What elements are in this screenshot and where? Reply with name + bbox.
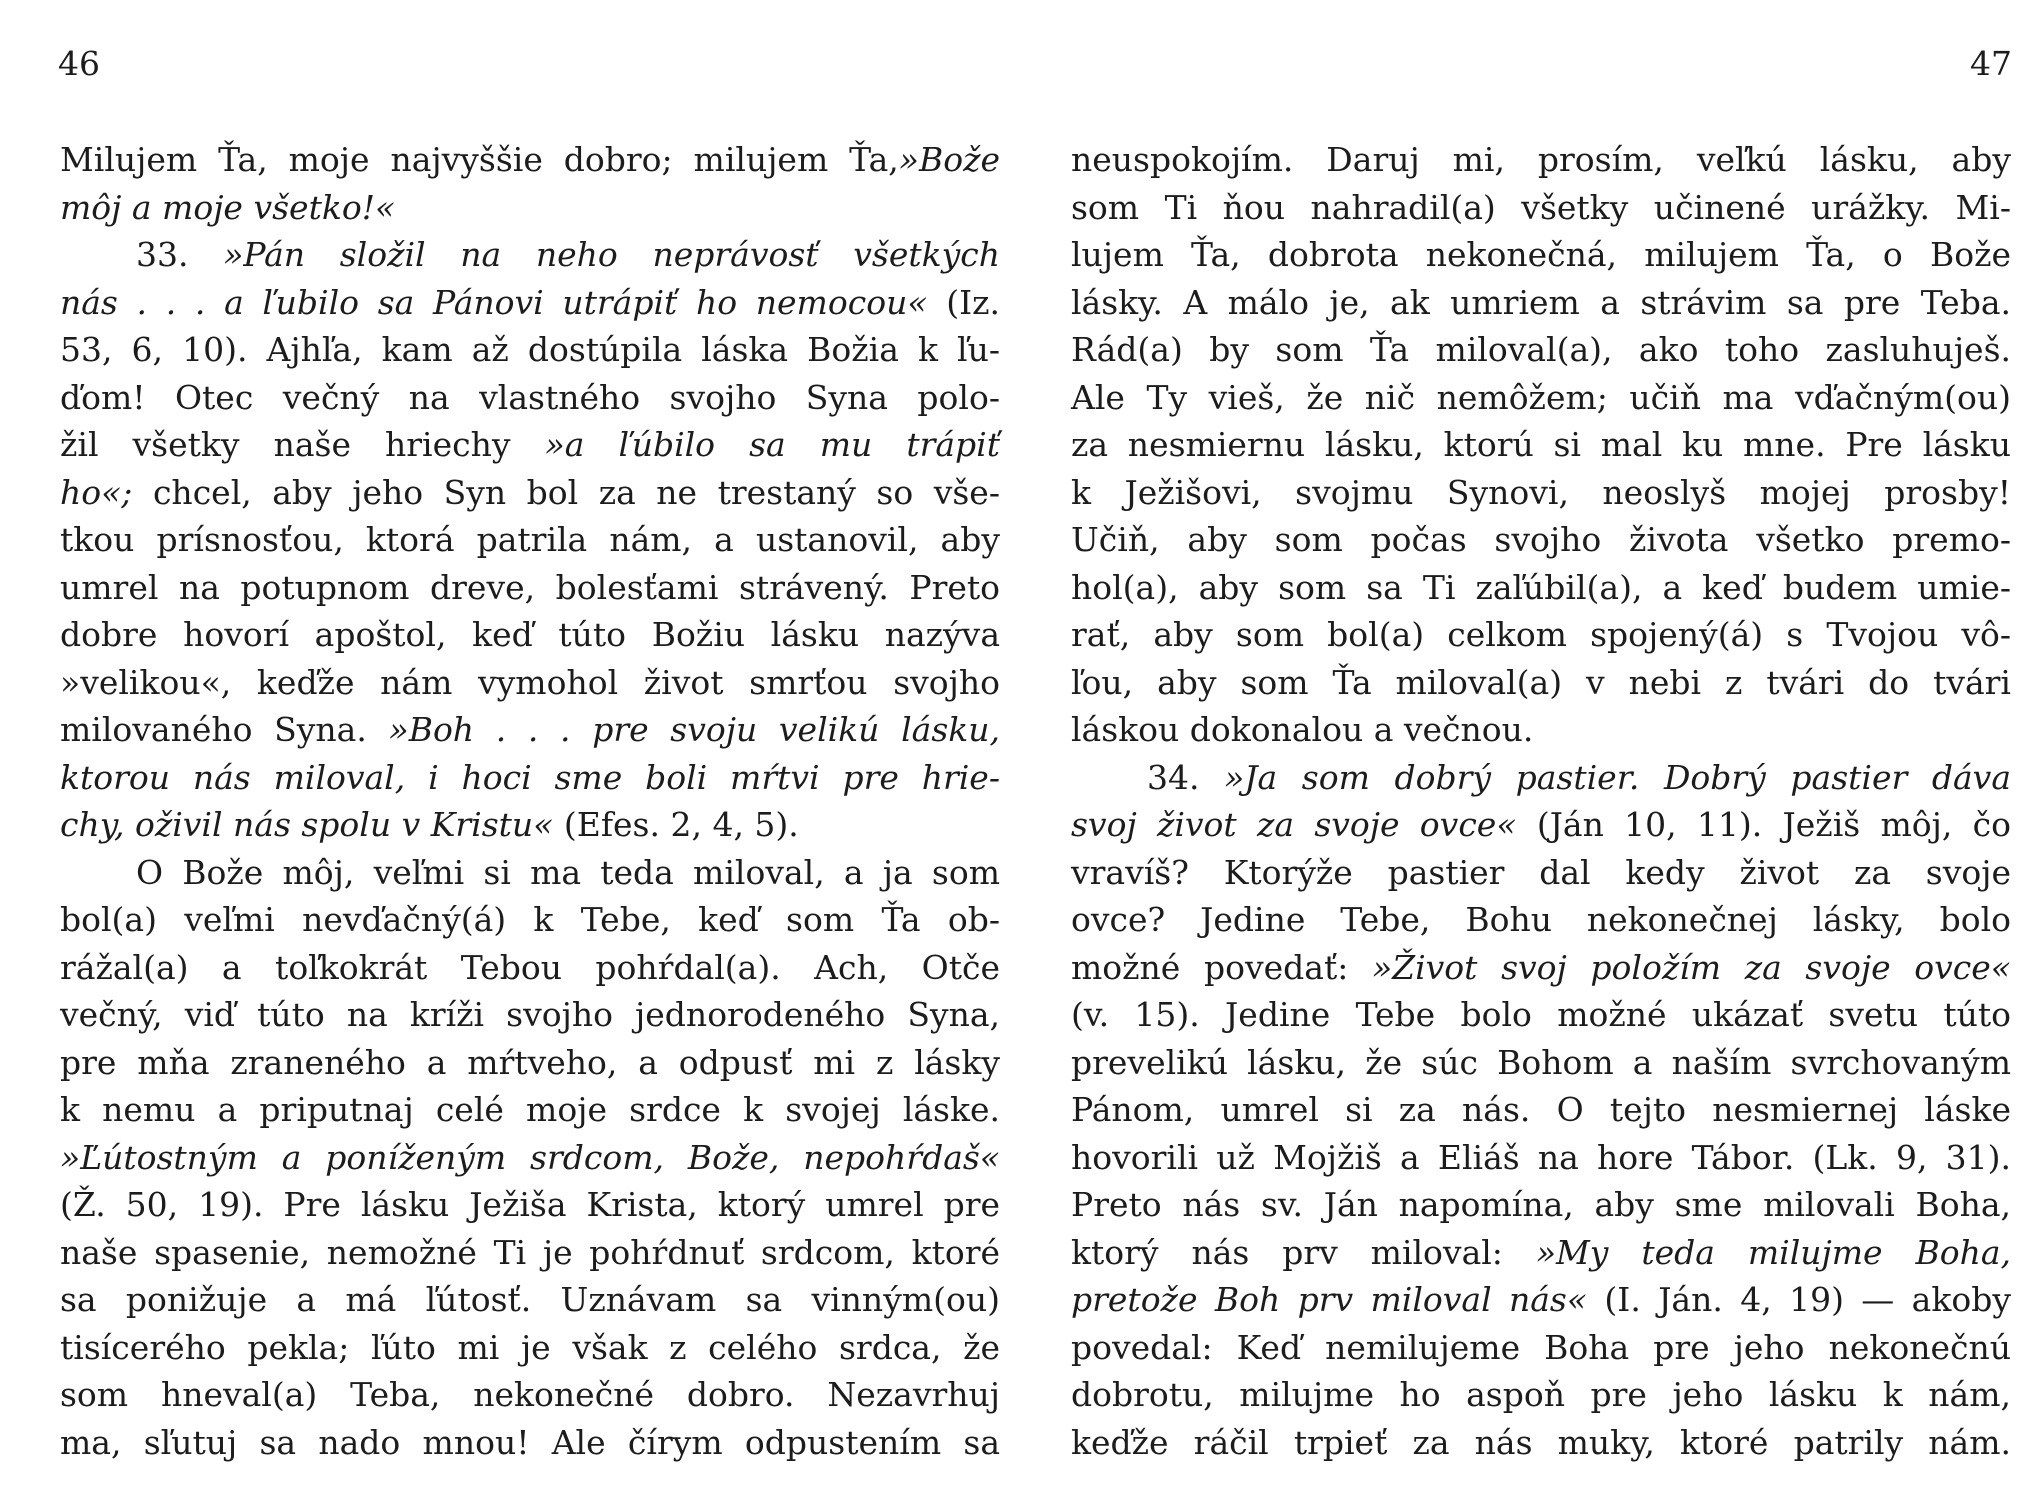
italic-quote-segment: »a ľúbilo sa mu trápiť: [544, 425, 1000, 464]
italic-quote-segment: ktorou nás miloval, i hoci sme boli mŕtvi pre hrie-: [60, 757, 1000, 797]
text-segment: (Ž. 50, 19). Pre lásku Ježiša Krista, ktorý umrel pre: [60, 1185, 1000, 1224]
text-line: [1071, 516, 2011, 564]
text-line: [60, 184, 1000, 232]
text-line: [60, 374, 1000, 422]
text-line: [1071, 469, 2011, 517]
italic-quote-segment: »My teda milujme Boha,: [1535, 1232, 2011, 1272]
italic-quote-segment: môj a moje všetko!«: [60, 187, 396, 227]
text-line: [60, 1276, 1000, 1324]
text-segment: sa ponižuje a má ľútosť. Uznávam sa vinným(ou): [60, 1280, 1000, 1319]
text-line: [1071, 1229, 2011, 1277]
italic-quote-segment: »Ja som dobrý pastier. Dobrý pastier dáva: [1224, 757, 2011, 797]
text-segment: umrel na potupnom dreve, bolesťami strávený. Preto: [60, 567, 1000, 607]
right-page: [1019, 0, 2038, 1500]
text-line: [1071, 564, 2011, 612]
text-segment: za nesmiernu lásku, ktorú si mal ku mne. Pre lásku: [1071, 425, 2011, 464]
text-segment: Pánom, umrel si za nás. O tejto nesmiernej láske: [1071, 1090, 2011, 1129]
text-segment: milovaného Syna.: [60, 710, 389, 749]
italic-quote-segment: nás . . . a ľubilo sa Pánovi utrápiť ho nemocou«: [60, 282, 928, 322]
italic-quote-segment: ho«;: [60, 472, 133, 512]
text-line: [60, 1039, 1000, 1087]
text-segment: (Iz.: [927, 282, 1000, 322]
italic-quote-segment: »Boh . . . pre svoju velikú lásku,: [388, 710, 1000, 749]
text-segment: hovorili už Mojžiš a Eliáš na hore Tábor. (Lk. 9, 31).: [1071, 1137, 2011, 1177]
text-line: [1071, 1181, 2011, 1229]
text-segment: lujem Ťa, dobrota nekonečná, milujem Ťa, o Bože: [1071, 235, 2011, 274]
text-line: [60, 706, 1000, 754]
text-line: [60, 516, 1000, 564]
text-line: [60, 136, 1000, 184]
text-line: [1071, 1276, 2011, 1324]
text-line: [60, 849, 1000, 897]
text-segment: chcel, aby jeho Syn bol za ne trestaný so vše-: [132, 472, 1000, 512]
text-segment: 33.: [136, 235, 224, 274]
text-line: [1071, 754, 2011, 802]
text-line: [60, 896, 1000, 944]
text-segment: som Ti ňou nahradil(a) všetky učinené urážky. Mi-: [1071, 187, 2011, 227]
text-segment: povedal: Keď nemilujeme Boha pre jeho nekonečnú: [1071, 1327, 2011, 1367]
text-line: [1071, 1039, 2011, 1087]
text-line: [1071, 849, 2011, 897]
text-line: [1071, 326, 2011, 374]
text-column: [60, 136, 1000, 1466]
text-segment: láskou dokonalou a večnou.: [1071, 710, 1534, 749]
text-line: [60, 279, 1000, 327]
text-line: [60, 1324, 1000, 1372]
text-segment: som hneval(a) Teba, nekonečné dobro. Nezavrhuj: [60, 1375, 1000, 1414]
text-segment: Rád(a) by som Ťa miloval(a), ako toho zasluhuješ.: [1071, 330, 2011, 369]
text-segment: hol(a), aby som sa Ti zaľúbil(a), a keď budem umie-: [1071, 567, 2011, 607]
text-line: [1071, 1419, 2011, 1467]
text-segment: keďže ráčil trpieť za nás muky, ktoré patrily nám.: [1071, 1422, 2011, 1462]
text-segment: (Ján 10, 11). Ježiš môj, čo: [1516, 805, 2011, 844]
text-line: [1071, 1134, 2011, 1182]
text-segment: neuspokojím. Daruj mi, prosím, veľkú lásku, aby: [1071, 140, 2011, 179]
text-line: [1071, 659, 2011, 707]
text-line: [60, 1419, 1000, 1467]
text-segment: ma, sľutuj sa nado mnou! Ale čírym odpustením sa: [60, 1422, 1000, 1462]
italic-quote-segment: svoj život za svoje ovce«: [1071, 805, 1517, 844]
text-segment: ovce? Jedine Tebe, Bohu nekonečnej lásky, bolo: [1071, 900, 2011, 939]
text-line: [1071, 231, 2011, 279]
text-segment: dobrotu, milujme ho aspoň pre jeho lásku k nám,: [1071, 1375, 2011, 1414]
text-segment: dobre hovorí apoštol, keď túto Božiu lásku nazýva: [60, 615, 1000, 654]
text-segment: 53, 6, 10). Ajhľa, kam až dostúpila láska Božia k ľu-: [60, 330, 1000, 369]
text-segment: rať, aby som bol(a) celkom spojený(á) s Tvojou vô-: [1071, 615, 2011, 654]
text-line: [60, 231, 1000, 279]
text-segment: (I. Ján. 4, 19) — akoby: [1587, 1280, 2011, 1319]
italic-quote-segment: »Pán složil na neho neprávosť všetkých: [223, 235, 1000, 274]
text-segment: k nemu a priputnaj celé moje srdce k svojej láske.: [60, 1090, 1000, 1129]
text-line: [1071, 1086, 2011, 1134]
italic-quote-segment: chy, oživil nás spolu v Kristu«: [60, 805, 554, 844]
text-segment: žil všetky naše hriechy: [60, 425, 545, 464]
text-segment: ktorý nás prv miloval:: [1071, 1232, 1536, 1272]
text-segment: pre mňa zraneného a mŕtveho, a odpusť mi z lásky: [60, 1042, 1000, 1082]
text-line: [1071, 136, 2011, 184]
italic-quote-segment: »Ľútostným a poníženým srdcom, Bože, nepohŕdaš«: [60, 1137, 1000, 1177]
text-line: [1071, 421, 2011, 469]
text-segment: lásky. A málo je, ak umriem a strávim sa pre Teba.: [1071, 282, 2011, 322]
text-line: [1071, 801, 2011, 849]
text-line: [1071, 991, 2011, 1039]
text-segment: ďom! Otec večný na vlastného svojho Syna polo-: [60, 377, 1000, 417]
text-segment: tkou prísnosťou, ktorá patrila nám, a ustanovil, aby: [60, 520, 1000, 559]
text-line: [60, 1371, 1000, 1419]
text-segment: tisícerého pekla; ľúto mi je však z celého srdca, že: [60, 1327, 1000, 1367]
text-line: [60, 754, 1000, 802]
text-line: [60, 421, 1000, 469]
text-line: [1071, 1324, 2011, 1372]
page-number: 46: [58, 44, 100, 83]
text-line: [1071, 944, 2011, 992]
text-segment: O Bože môj, veľmi si ma teda miloval, a ja som: [136, 852, 1000, 892]
text-line: [60, 326, 1000, 374]
text-line: [60, 991, 1000, 1039]
text-line: [1071, 896, 2011, 944]
text-segment: Ale Ty vieš, že nič nemôžem; učiň ma vďačným(ou): [1071, 377, 2011, 417]
text-line: [1071, 611, 2011, 659]
text-line: [60, 564, 1000, 612]
text-segment: vravíš? Ktorýže pastier dal kedy život za svoje: [1071, 852, 2011, 892]
text-line: [60, 659, 1000, 707]
text-line: [60, 1181, 1000, 1229]
text-segment: naše spasenie, nemožné Ti je pohŕdnuť srdcom, ktoré: [60, 1232, 1000, 1272]
text-line: [1071, 706, 2011, 754]
text-segment: Preto nás sv. Ján napomína, aby sme milovali Boha,: [1071, 1185, 2011, 1224]
text-segment: k Ježišovi, svojmu Synovi, neoslyš mojej prosby!: [1071, 472, 2011, 512]
text-segment: bol(a) veľmi nevďačný(á) k Tebe, keď som Ťa ob-: [60, 900, 1000, 939]
text-line: [60, 1134, 1000, 1182]
text-line: [60, 469, 1000, 517]
text-line: [60, 944, 1000, 992]
text-segment: prevelikú lásku, že súc Bohom a naším svrchovaným: [1071, 1042, 2011, 1082]
text-segment: Učiň, aby som počas svojho života všetko premo-: [1071, 520, 2011, 559]
text-segment: možné povedať:: [1071, 947, 1372, 987]
italic-quote-segment: pretože Boh prv miloval nás«: [1071, 1280, 1588, 1319]
text-line: [60, 801, 1000, 849]
text-segment: rážal(a) a toľkokrát Tebou pohŕdal(a). Ach, Otče: [60, 947, 1000, 987]
text-segment: (Efes. 2, 4, 5).: [553, 805, 799, 844]
italic-quote-segment: »Bože: [898, 140, 1000, 179]
text-segment: Milujem Ťa, moje najvyššie dobro; milujem Ťa,: [60, 140, 899, 179]
text-line: [1071, 1371, 2011, 1419]
text-line: [60, 611, 1000, 659]
text-line: [1071, 184, 2011, 232]
text-segment: ľou, aby som Ťa miloval(a) v nebi z tvári do tvári: [1071, 662, 2011, 702]
text-line: [60, 1229, 1000, 1277]
text-segment: »velikou«, keďže nám vymohol život smrťou svojho: [60, 662, 1000, 702]
italic-quote-segment: »Život svoj položím za svoje ovce«: [1371, 947, 2011, 987]
text-line: [1071, 374, 2011, 422]
text-line: [1071, 279, 2011, 327]
text-segment: (v. 15). Jedine Tebe bolo možné ukázať svetu túto: [1071, 995, 2011, 1034]
page-number: 47: [1970, 44, 2012, 83]
text-column: [1071, 136, 2011, 1466]
text-line: [60, 1086, 1000, 1134]
text-segment: 34.: [1147, 757, 1225, 797]
text-segment: večný, viď túto na kríži svojho jednorodeného Syna,: [60, 995, 1000, 1034]
